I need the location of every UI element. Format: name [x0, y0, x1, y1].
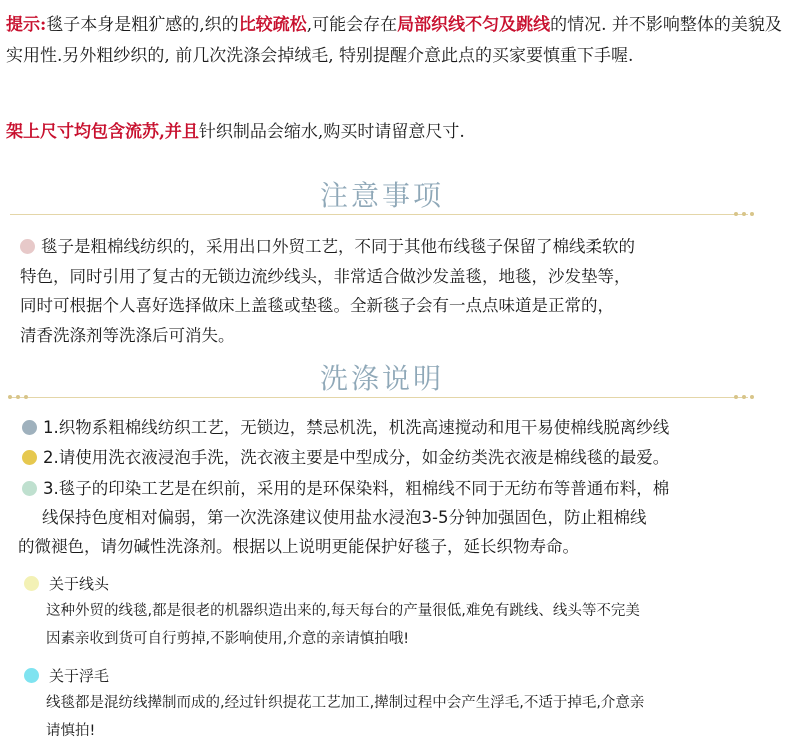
wash-item-3: 3.毯子的印染工艺是在织前，采用的是环保染料，粗棉线不同于无纺布等普通布料，棉 线保持色度相对偏弱，第一次洗涤建议使用盐水浸泡3-5分钟加强固色，防止粗棉线 的微褪色，请勿碱性洗涤剂。根据以上说明更能保护好毯子，延长织物寿命。	[18, 479, 670, 556]
section-title-washing: 洗涤说明	[319, 362, 444, 395]
bullet-dot-icon	[20, 239, 35, 254]
bullet-dot-icon	[22, 420, 37, 435]
notes-line-3: 同时可根据个人喜好选择做床上盖毯或垫毯。全新毯子会有一点点味道是正常的，	[20, 296, 614, 315]
bullet-dot-icon	[22, 450, 37, 465]
bullet-dot-icon	[24, 576, 39, 591]
notice-highlight-uneven: 局部织线不匀及跳线	[397, 15, 551, 35]
size-notice-highlight: 架上尺寸均包含流苏,并且	[6, 122, 199, 142]
section-title-notes: 注意事项	[319, 179, 444, 212]
faq-body-lint: 线毯都是混纺线撵制而成的,经过针织提花工艺加工,撵制过程中会产生浮毛,不适于掉毛,介意亲 请慎拍!	[46, 695, 645, 739]
notice-text-a: 毯子本身是粗犷感的,织的	[46, 15, 239, 35]
notes-line-2: 特色，同时引用了复古的无锁边流纱线头，非常适合做沙发盖毯，地毯，沙发垫等，	[20, 266, 631, 286]
notes-paragraph	[20, 232, 770, 350]
wash-item-2: 2.请使用洗衣液浸泡手洗，洗衣液主要是中型成分，如金纺类洗衣液是棉线毯的最爱。	[22, 443, 669, 472]
faq-title-lint: 关于浮毛	[24, 665, 109, 686]
notice-text-b: ,可能会存在	[306, 15, 398, 35]
bullet-dot-icon	[22, 481, 37, 496]
notice-text-c: 的情况. 并不影响整体的美貌及实用性.另外粗纱织的, 前几次洗涤会掉绒毛, 特别提醒介意此点的买家要慎重下手喔.	[6, 15, 782, 66]
section-divider	[10, 397, 748, 398]
section-divider	[10, 214, 748, 215]
notes-line-4: 清香洗涤剂等洗涤后可消失。	[20, 325, 235, 345]
faq-title-thread-ends: 关于线头	[24, 573, 109, 594]
faq-body-thread-ends: 这种外贸的线毯,都是很老的机器织造出来的,每天每台的产量很低,难免有跳线、线头等不完美 因素亲收到货可自行剪掉,不影响使用,介意的亲请慎拍哦!	[46, 603, 640, 647]
bullet-dot-icon	[24, 668, 39, 683]
notice-paragraph	[6, 10, 790, 72]
notes-line-1: 毯子是粗棉线纺织的，采用出口外贸工艺，不同于其他布线毯子保留了棉线柔软的	[41, 237, 635, 256]
notice-highlight-loose: 比较疏松	[238, 15, 307, 35]
size-notice	[6, 119, 465, 145]
size-notice-text: 针织制品会缩水,购买时请留意尺寸.	[198, 122, 465, 142]
wash-item-1: 1.织物系粗棉线纺织工艺，无锁边，禁忌机洗，机洗高速搅动和甩干易使棉线脱离纱线	[22, 413, 669, 442]
notice-label: 提示:	[6, 15, 47, 35]
